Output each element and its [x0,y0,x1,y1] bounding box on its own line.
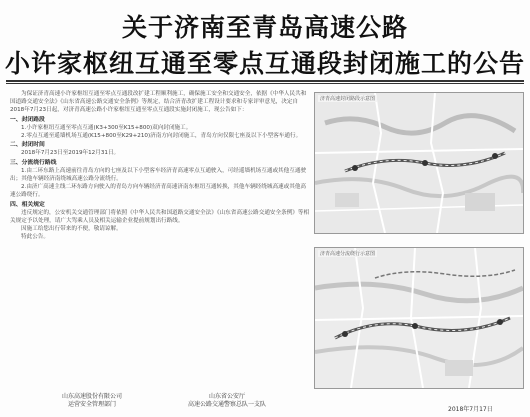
section-heading-detour: 三、分流绕行路线 [10,159,57,166]
closing-text: 特此公告。 [21,234,49,241]
signature-org1-line1: 山东高速股份有限公司 [62,393,123,400]
closure-map-graphic [315,93,523,233]
detour-map [314,247,524,389]
apology-text: 因施工给您出行带来的不便，敬请谅解。 [21,226,122,233]
closure-map-label: 济青高速封闭路段示意图 [320,96,376,102]
signature-block-1 [62,393,122,409]
announcement-date: 2018年7月17日 [448,406,493,413]
detour-item-2: 2.由济广高速主线二环东路方向驶入的青岛方向车辆经济青高速济南东枢纽互通转换，其他车辆经绕城高速或其他高速公路绕行。 [10,184,307,199]
title-line-1: 关于济南至青岛高速公路 [121,13,408,42]
title-divider [6,80,524,82]
signature-org1-line2: 运营安全管理部门 [68,401,117,408]
announcement-body [10,90,310,388]
closure-route-item-1: 1.小许家枢纽互通至零点互通(K3+300至K15+800)双向封闭施工。 [21,124,192,131]
detour-item-1: 1.由二环东路上高速前往青岛方向的七座及以下小型客车经济青高速零点互通驶入，可经遥墙机场互通或其他互通驶出；其他车辆经济南绕城高速公路分流绕行。 [10,167,307,183]
closure-time-text: 2018年7月23日至2019年12月31日。 [21,150,120,157]
title-line-2: 小许家枢纽互通至零点互通段封闭施工的公告 [4,49,525,78]
signature-block-2 [188,393,266,409]
regulations-text: 违反规定的，公安机关交通管理部门将依照《中华人民共和国道路交通安全法》《山东省高速公路交通安全条例》等相关规定予以处理，请广大驾乘人员及相关运输企业提前规划出行路线。 [10,209,310,225]
section-heading-closure-time: 二、封闭时间 [10,142,45,149]
signature-org2-line2: 高速公路交通警察总队一支队 [188,401,267,408]
detour-map-graphic [315,248,523,388]
title-divider-thin [6,83,524,84]
section-heading-closure-route: 一、封闭路段 [10,116,45,123]
intro-paragraph: 为保证济青高速小许家枢纽互通至零点互通段改扩建工程顺利施工，确保施工安全和交通安全，依据《中华人民共和国道路交通安全法》《山东省高速公路交通安全条例》等规定，结合济青改扩建工程设计要求和专家评审意见，决定自2018年7月23日起，对济青高速公路小许家枢纽互通至零点互通段实施封闭施工，现公告如下： [10,91,307,114]
signature-org2-line1: 山东省公安厅 [209,393,246,400]
section-heading-regulations: 四、相关规定 [10,201,45,208]
detour-map-label: 济青高速分流绕行示意图 [320,251,376,257]
closure-route-item-2: 2.零点互通至遥墙机场互通(K15+800至K29+210)济南方向封闭施工，青岛方向仅限七座及以下小型客车通行。 [21,133,302,140]
closure-map [314,92,524,234]
